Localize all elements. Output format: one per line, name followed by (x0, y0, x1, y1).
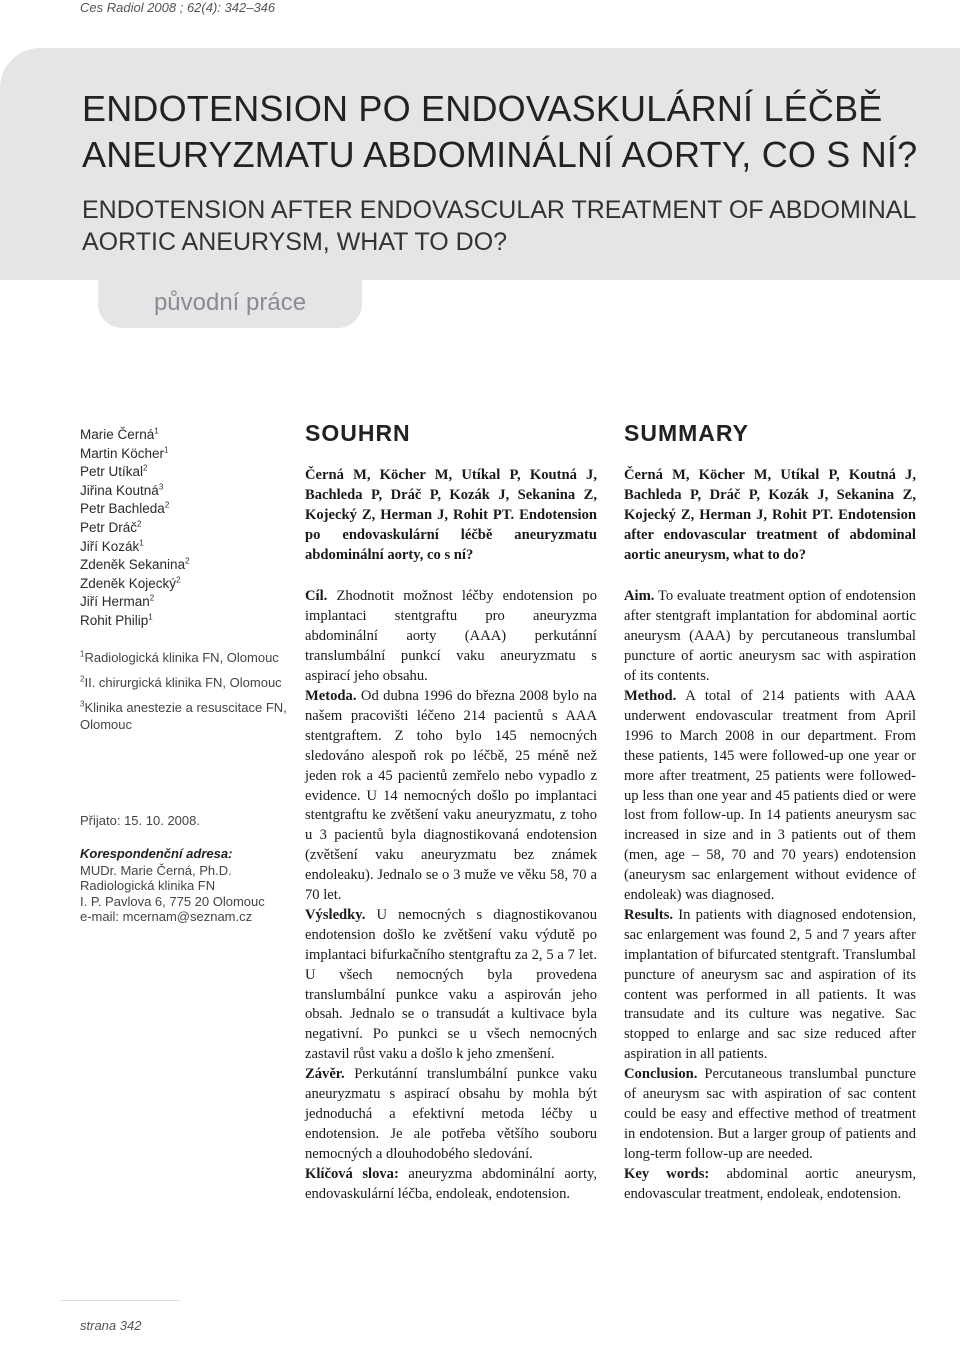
summary-keywords-label: Key words: (624, 1165, 710, 1182)
souhrn-aim: Zhodnotit možnost léčby endotension po implantaci stentgraftu pro aneuryzma abdominální aorty (AAA) perkutánní translumbální punkcí vaku aneuryzmatu s aspirací jeho obsahu. (305, 588, 597, 685)
correspondence-address (80, 863, 290, 925)
affiliation-text: II. chirurgická klinika FN, Olomouc (84, 674, 282, 690)
author-affiliation-number: 3 (158, 482, 164, 492)
author-affiliation-number: 2 (185, 556, 190, 566)
author-item (80, 426, 290, 445)
affiliation-number: 1 (80, 649, 85, 659)
author-name: Petr Dráč (80, 519, 138, 535)
author-name: Jiřina Koutná (80, 482, 159, 498)
souhrn-conclusion: Perkutánní translumbální punkce vaku aneuryzmatu s aspirací obsahu by mohla být jednoduchá a efektivní metoda léčby u endotension. Je ale potřeba většího souboru nemocných a dlouhodobého sledování. (305, 1066, 597, 1162)
author-name: Rohit Philip (80, 612, 149, 628)
author-affiliation-number: 2 (149, 593, 155, 603)
author-affiliation-number: 1 (164, 445, 169, 455)
author-affiliation-number: 2 (164, 500, 170, 510)
summary-keywords: abdominal aortic aneurysm, endovascular treatment, endoleak, endotension. (624, 1165, 916, 1202)
correspondence-line: Radiologická klinika FN (80, 878, 216, 894)
summary-conclusion-label: Conclusion. (624, 1066, 698, 1083)
author-affiliation-number: 2 (176, 575, 181, 585)
affiliation-item (80, 649, 290, 666)
summary-results: In patients with diagnosed endotension, sac enlargement was found 2, 5 and 7 years after implantation of bifurcated stentgraft. Translumbal puncture of aneurysm sac and aspiration of its content was performed in all patients. It was transudate and its culture was negative. Sac stopped to enlarge and sac size reduced after aspiration in all patients. (624, 906, 916, 1063)
correspondence-line: MUDr. Marie Černá, Ph.D. (80, 862, 232, 878)
summary-aim-label: Aim. (624, 588, 655, 605)
author-affiliation-number: 2 (143, 463, 148, 473)
affiliation-number: 3 (80, 699, 85, 709)
summary-column (624, 420, 917, 1205)
souhrn-keywords: aneuryzma abdominální aorty, endovaskulární léčba, endoleak, endotension. (305, 1165, 598, 1202)
souhrn-conclusion-label: Závěr. (305, 1066, 345, 1083)
footer-divider (60, 1300, 180, 1301)
correspondence-label: Korespondenční adresa: (80, 845, 233, 861)
received-date: Přijato: 15. 10. 2008. (80, 812, 200, 828)
souhrn-keywords-label: Klíčová slova: (305, 1165, 399, 1182)
author-item (80, 500, 290, 519)
souhrn-body (305, 587, 597, 1204)
author-list (80, 426, 290, 631)
souhrn-results-label: Výsledky. (305, 906, 366, 923)
author-name: Marie Černá (80, 427, 155, 442)
affiliation-text: Klinika anestezie a resuscitace FN, Olomouc (80, 699, 287, 732)
affiliation-number: 2 (80, 674, 85, 684)
correspondence-line[interactable]: e-mail: mcernam@seznam.cz (80, 909, 253, 925)
souhrn-method: Od dubna 1996 do března 2008 bylo na našem pracovišti léčeno 214 pacientů s AAA stentgraftem. Z toho bylo 145 nemocných sledováno alespoň rok po léčbě, 25 méně než jeden rok a 45 pacientů zemřelo nebo vypadlo z evidence. U 14 nemocných došlo po implantaci stentgraftu ke zvětšení vaku aneuryzmatu, z toho u 3 pacientů byla diagnostikovaná endotension (zvětšení vaku aneuryzmatu bez známek endoleaku). Jednalo se o 3 muže ve věku 58, 70 a 70 let. (305, 687, 597, 904)
article-type-tab: původní práce (98, 280, 362, 328)
affiliation-text: Radiologická klinika FN, Olomouc (84, 649, 279, 665)
author-item (80, 463, 290, 482)
author-item (80, 519, 290, 538)
affiliation-item (80, 699, 290, 733)
summary-method-label: Method. (624, 687, 677, 704)
author-name: Petr Bachleda (80, 501, 165, 517)
affiliations (80, 649, 290, 733)
summary-results-label: Results. (624, 906, 674, 923)
author-name: Zdeněk Sekanina (80, 557, 186, 573)
souhrn-citation: Černá M, Köcher M, Utíkal P, Koutná J, Bachleda P, Dráč P, Kozák J, Sekanina Z, Kojecký Z, Herman J, Rohit PT. Endotension po endovaskulární léčbě aneuryzmatu abdominální aorty, co s ní? (305, 466, 597, 563)
author-name: Jiří Herman (80, 594, 150, 610)
author-item (80, 556, 290, 575)
affiliation-item (80, 674, 290, 691)
author-info-column (80, 426, 290, 925)
summary-conclusion: Percutaneous translumbal puncture of aneurysm sac with aspiration of sac content could be easy and effective method of treatment in endotension. But a larger group of patients and long-term follow-up are needed. (624, 1066, 917, 1162)
summary-heading: SUMMARY (624, 420, 749, 446)
author-affiliation-number: 1 (154, 426, 159, 436)
author-item (80, 593, 290, 612)
author-name: Petr Utíkal (80, 464, 144, 480)
author-name: Martin Köcher (80, 445, 165, 461)
author-item (80, 575, 290, 594)
author-item (80, 482, 290, 501)
journal-reference: Ces Radiol 2008 ; 62(4): 342–346 (80, 0, 276, 15)
article-title-english: ENDOTENSION AFTER ENDOVASCULAR TREATMENT OF ABDOMINAL AORTIC ANEURYSM, WHAT TO DO? (82, 196, 916, 256)
souhrn-heading: SOUHRN (305, 420, 411, 446)
author-item (80, 445, 290, 464)
souhrn-aim-label: Cíl. (305, 588, 328, 605)
summary-aim: To evaluate treatment option of endotension after stentgraft implantation for abdominal aortic aneurysm (AAA) by percutaneous translumbal puncture of aortic aneurysm sac with aspiration of its contents. (624, 588, 916, 685)
author-affiliation-number: 2 (137, 519, 142, 529)
author-affiliation-number: 1 (139, 538, 144, 548)
author-name: Zdeněk Kojecký (80, 575, 177, 591)
author-item (80, 538, 290, 557)
summary-method: A total of 214 patients with AAA underwent endovascular treatment from April 1996 to March 2008 in our department. From these patients, 145 were followed-up one year or more after treatment, 25 patients were followed-up less than one year and 45 patients died or were lost from follow-up. In 14 patients aneurysm sac increased in size and in 3 patients out of them (men, age – 58, 70 and 70 years) endotension (aneurysm sac enlargement without evidence of endoleak) was diagnosed. (624, 687, 916, 904)
author-affiliation-number: 1 (148, 612, 153, 622)
summary-citation: Černá M, Köcher M, Utíkal P, Koutná J, Bachleda P, Dráč P, Kozák J, Sekanina Z, Kojecký Z, Herman J, Rohit PT. Endotension after endovascular treatment of abdominal aortic aneurysm, what to do? (624, 466, 916, 563)
correspondence-line: I. P. Pavlova 6, 775 20 Olomouc (80, 893, 265, 909)
page-number: strana 342 (80, 1318, 142, 1333)
article-title-czech: ENDOTENSION PO ENDOVASKULÁRNÍ LÉČBĚ ANEURYZMATU ABDOMINÁLNÍ AORTY, CO S NÍ? (82, 88, 918, 175)
souhrn-method-label: Metoda. (305, 687, 357, 704)
summary-body (624, 587, 916, 1204)
souhrn-column (305, 420, 598, 1205)
author-item (80, 612, 290, 631)
souhrn-results: U nemocných s diagnostikovanou endotension došlo ke zvětšení vaku výdutě po implantaci bifurkačního stentgraftu za 2, 5 a 7 let. U všech nemocných byla provedena translumbální punkce vaku a aspirován jeho obsah. Jednalo se o transudát a kultivace byla negativní. Po punkci se u všech nemocných zastavil růst vaku a došlo k jeho zmenšení. (305, 906, 597, 1063)
author-name: Jiří Kozák (80, 538, 140, 554)
